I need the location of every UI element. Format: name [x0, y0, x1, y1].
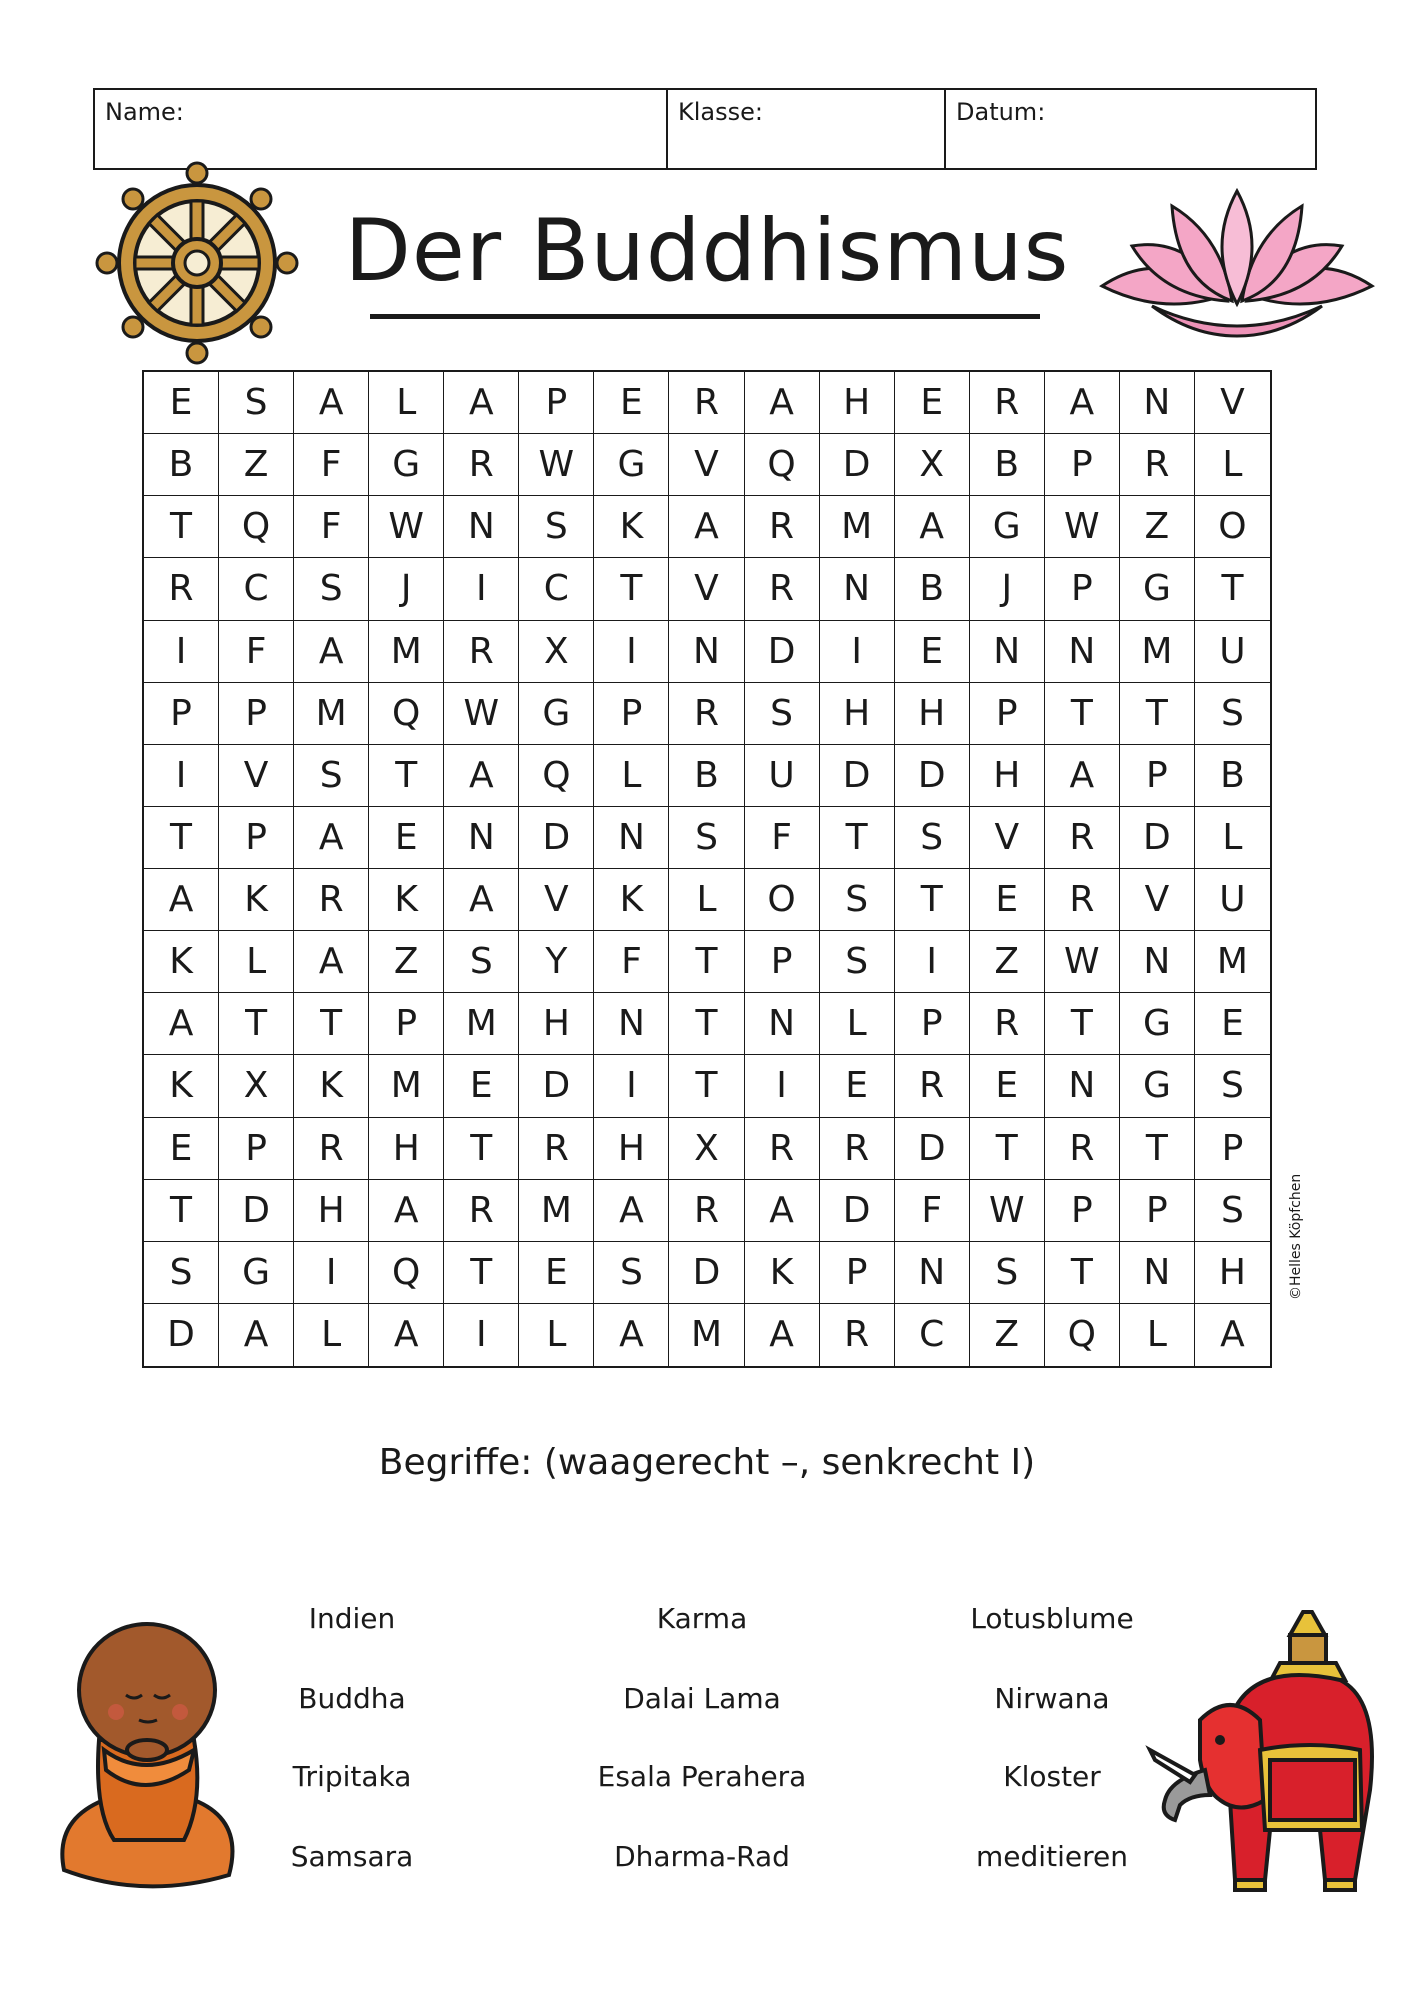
grid-cell[interactable]: B [895, 558, 970, 620]
grid-cell[interactable]: I [294, 1242, 369, 1304]
grid-cell[interactable]: R [745, 1118, 820, 1180]
grid-cell[interactable]: T [1045, 993, 1120, 1055]
grid-cell[interactable]: N [594, 807, 669, 869]
grid-cell[interactable]: Z [1120, 496, 1195, 558]
grid-cell[interactable]: N [444, 807, 519, 869]
grid-cell[interactable]: N [1120, 1242, 1195, 1304]
grid-cell[interactable]: I [594, 621, 669, 683]
terms-heading: Begriffe: (waagerecht –, senkrecht I) [378, 1442, 1036, 1483]
grid-cell[interactable]: P [144, 683, 219, 745]
grid-cell[interactable]: D [895, 1118, 970, 1180]
grid-cell[interactable]: C [519, 558, 594, 620]
grid-cell[interactable]: Z [970, 931, 1045, 993]
grid-cell[interactable]: B [144, 434, 219, 496]
grid-cell[interactable]: P [219, 1118, 294, 1180]
grid-cell[interactable]: E [444, 1055, 519, 1117]
grid-cell[interactable]: G [369, 434, 444, 496]
grid-cell[interactable]: R [820, 1118, 895, 1180]
grid-cell[interactable]: V [1120, 869, 1195, 931]
grid-cell[interactable]: W [519, 434, 594, 496]
grid-cell[interactable]: P [745, 931, 820, 993]
grid-cell[interactable]: W [369, 496, 444, 558]
grid-cell[interactable]: K [219, 869, 294, 931]
grid-cell[interactable]: L [594, 745, 669, 807]
grid-cell[interactable]: F [594, 931, 669, 993]
grid-cell[interactable]: I [144, 621, 219, 683]
grid-cell[interactable]: E [144, 1118, 219, 1180]
grid-cell[interactable]: V [1195, 372, 1270, 434]
grid-cell[interactable]: K [594, 869, 669, 931]
grid-cell[interactable]: R [669, 1180, 744, 1242]
grid-cell[interactable]: T [1045, 1242, 1120, 1304]
grid-cell[interactable]: X [895, 434, 970, 496]
grid-cell[interactable]: E [895, 372, 970, 434]
grid-cell[interactable]: N [1045, 621, 1120, 683]
grid-cell[interactable]: T [1120, 1118, 1195, 1180]
grid-cell[interactable]: S [444, 931, 519, 993]
grid-cell[interactable]: R [1045, 1118, 1120, 1180]
grid-cell[interactable]: L [820, 993, 895, 1055]
grid-cell[interactable]: T [594, 558, 669, 620]
term-item: Dharma-Rad [614, 1840, 790, 1873]
lotus-flower-icon [1092, 186, 1382, 356]
grid-cell[interactable]: S [294, 558, 369, 620]
grid-cell[interactable]: X [219, 1055, 294, 1117]
grid-cell[interactable]: A [294, 807, 369, 869]
grid-cell[interactable]: C [219, 558, 294, 620]
grid-cell[interactable]: P [219, 683, 294, 745]
grid-cell[interactable]: A [594, 1304, 669, 1366]
grid-cell[interactable]: T [144, 1180, 219, 1242]
grid-cell[interactable]: B [1195, 745, 1270, 807]
grid-cell[interactable]: M [369, 621, 444, 683]
grid-cell[interactable]: A [895, 496, 970, 558]
grid-cell[interactable]: L [1195, 434, 1270, 496]
grid-cell[interactable]: P [1045, 434, 1120, 496]
grid-cell[interactable]: I [820, 621, 895, 683]
grid-cell[interactable]: V [669, 434, 744, 496]
grid-cell[interactable]: V [669, 558, 744, 620]
grid-cell[interactable]: M [1195, 931, 1270, 993]
grid-cell[interactable]: A [745, 1180, 820, 1242]
grid-cell[interactable]: R [294, 1118, 369, 1180]
grid-cell[interactable]: N [820, 558, 895, 620]
grid-cell[interactable]: W [1045, 496, 1120, 558]
grid-cell[interactable]: I [144, 745, 219, 807]
grid-cell[interactable]: Q [369, 1242, 444, 1304]
grid-cell[interactable]: A [1220, 1314, 1245, 1356]
grid-cell[interactable]: G [594, 434, 669, 496]
grid-cell[interactable]: D [820, 434, 895, 496]
grid-cell[interactable]: J [369, 558, 444, 620]
grid-cell[interactable]: G [1120, 1055, 1195, 1117]
grid-cell[interactable]: A [294, 621, 369, 683]
grid-cell[interactable]: W [1045, 931, 1120, 993]
grid-cell[interactable]: D [669, 1242, 744, 1304]
grid-cell[interactable]: T [1120, 683, 1195, 745]
grid-cell[interactable]: W [970, 1180, 1045, 1242]
grid-cell[interactable]: I [745, 1055, 820, 1117]
grid-cell[interactable]: S [219, 372, 294, 434]
term-item: Buddha [298, 1682, 406, 1715]
grid-cell[interactable]: K [745, 1242, 820, 1304]
grid-cell[interactable]: P [1120, 745, 1195, 807]
grid-cell[interactable]: P [219, 807, 294, 869]
grid-cell[interactable]: N [1120, 931, 1195, 993]
grid-cell[interactable]: U [1195, 621, 1270, 683]
grid-cell[interactable]: A [745, 372, 820, 434]
grid-cell[interactable]: L [1195, 807, 1270, 869]
grid-cell[interactable]: S [519, 496, 594, 558]
grid-cell[interactable]: I [444, 1304, 519, 1366]
grid-cell[interactable]: T [669, 1055, 744, 1117]
grid-cell[interactable]: U [1195, 869, 1270, 931]
grid-cell[interactable]: A [444, 745, 519, 807]
grid-cell[interactable]: P [1045, 558, 1120, 620]
grid-cell[interactable]: D [895, 745, 970, 807]
term-item: Esala Perahera [597, 1760, 807, 1793]
grid-cell[interactable]: D [219, 1180, 294, 1242]
grid-cell[interactable]: P [1195, 1118, 1270, 1180]
grid-cell[interactable]: M [1120, 621, 1195, 683]
grid-cell[interactable]: T [444, 1118, 519, 1180]
grid-cell[interactable]: T [970, 1118, 1045, 1180]
grid-cell[interactable]: L [519, 1304, 594, 1366]
grid-cell[interactable]: P [1045, 1180, 1120, 1242]
grid-cell[interactable]: G [970, 496, 1045, 558]
grid-cell[interactable]: B [970, 434, 1045, 496]
grid-cell[interactable]: S [144, 1242, 219, 1304]
grid-cell[interactable]: R [820, 1304, 895, 1366]
grid-cell[interactable]: D [745, 621, 820, 683]
term-item: Lotusblume [970, 1602, 1134, 1635]
grid-cell[interactable]: V [219, 745, 294, 807]
grid-cell[interactable]: S [745, 683, 820, 745]
grid-cell[interactable]: S [1195, 683, 1270, 745]
grid-cell[interactable]: E [144, 372, 219, 434]
grid-cell[interactable]: N [669, 621, 744, 683]
grid-cell[interactable]: M [444, 993, 519, 1055]
grid-cell[interactable]: R [444, 1180, 519, 1242]
term-item: Tripitaka [292, 1760, 412, 1793]
grid-cell[interactable]: T [895, 869, 970, 931]
grid-cell[interactable]: T [820, 807, 895, 869]
grid-cell[interactable]: F [895, 1180, 970, 1242]
grid-cell[interactable]: N [594, 993, 669, 1055]
page-title: Der Buddhismus [344, 201, 1070, 301]
grid-cell[interactable]: A [444, 869, 519, 931]
grid-cell[interactable]: T [144, 807, 219, 869]
grid-cell[interactable]: G [519, 683, 594, 745]
word-search-grid [142, 370, 1272, 1368]
grid-cell[interactable]: T [1195, 558, 1270, 620]
grid-cell[interactable]: L [294, 1304, 369, 1366]
grid-cell[interactable]: H [594, 1118, 669, 1180]
date-field[interactable] [944, 90, 1315, 168]
grid-cell[interactable]: R [970, 993, 1045, 1055]
grid-cell[interactable]: E [970, 869, 1045, 931]
grid-cell[interactable]: Q [745, 434, 820, 496]
grid-cell[interactable]: H [820, 372, 895, 434]
grid-cell[interactable]: P [369, 993, 444, 1055]
grid-cell[interactable]: S [1195, 1055, 1270, 1117]
grid-cell[interactable]: R [444, 621, 519, 683]
grid-cell[interactable]: S [970, 1242, 1045, 1304]
grid-cell[interactable]: T [444, 1242, 519, 1304]
grid-cell[interactable]: Q [519, 745, 594, 807]
grid-cell[interactable]: F [294, 496, 369, 558]
grid-cell[interactable]: M [669, 1304, 744, 1366]
grid-cell[interactable]: R [519, 1118, 594, 1180]
grid-cell[interactable]: F [745, 807, 820, 869]
grid-cell[interactable]: Q [1045, 1304, 1120, 1366]
grid-cell[interactable]: P [820, 1242, 895, 1304]
grid-cell[interactable]: G [1120, 993, 1195, 1055]
grid-cell[interactable]: S [294, 745, 369, 807]
grid-cell[interactable]: A [144, 993, 219, 1055]
grid-cell[interactable]: U [745, 745, 820, 807]
grid-cell[interactable]: M [820, 496, 895, 558]
term-item: Samsara [290, 1840, 414, 1873]
grid-cell[interactable]: E [519, 1242, 594, 1304]
grid-cell[interactable]: E [820, 1055, 895, 1117]
grid-cell[interactable]: T [1045, 683, 1120, 745]
grid-cell[interactable]: X [669, 1118, 744, 1180]
grid-cell[interactable]: S [820, 869, 895, 931]
grid-cell[interactable]: Z [369, 931, 444, 993]
grid-cell[interactable]: D [1120, 807, 1195, 869]
grid-cell[interactable]: E [895, 621, 970, 683]
grid-cell[interactable]: D [820, 1180, 895, 1242]
grid-cell[interactable]: H [519, 993, 594, 1055]
name-field[interactable] [95, 90, 666, 168]
grid-cell[interactable]: R [1045, 807, 1120, 869]
grid-cell[interactable]: X [519, 621, 594, 683]
grid-cell[interactable]: H [970, 745, 1045, 807]
grid-cell[interactable]: H [369, 1118, 444, 1180]
grid-cell[interactable]: P [1120, 1180, 1195, 1242]
grid-cell[interactable]: A [444, 372, 519, 434]
grid-cell[interactable]: O [745, 869, 820, 931]
grid-cell[interactable]: N [745, 993, 820, 1055]
grid-cell[interactable]: F [294, 434, 369, 496]
grid-cell[interactable]: K [144, 931, 219, 993]
grid-cell[interactable]: M [519, 1180, 594, 1242]
title-underline [370, 314, 1040, 319]
grid-cell[interactable]: H [1195, 1242, 1270, 1304]
term-item: Kloster [1003, 1760, 1101, 1793]
grid-cell[interactable]: A [294, 372, 369, 434]
grid-cell[interactable]: N [970, 621, 1045, 683]
grid-cell[interactable]: T [294, 993, 369, 1055]
grid-cell[interactable]: H [895, 683, 970, 745]
monk-icon [44, 1600, 244, 1910]
grid-cell[interactable]: A [1045, 372, 1120, 434]
grid-cell[interactable]: S [1195, 1180, 1270, 1242]
grid-cell[interactable]: A [745, 1304, 820, 1366]
grid-cell[interactable]: L [1120, 1304, 1195, 1366]
grid-cell[interactable]: E [594, 372, 669, 434]
grid-cell[interactable]: Q [219, 496, 294, 558]
grid-cell[interactable]: R [745, 496, 820, 558]
grid-cell[interactable]: N [1120, 372, 1195, 434]
grid-cell[interactable]: V [970, 807, 1045, 869]
grid-cell[interactable]: L [219, 931, 294, 993]
copyright-note: ©Helles Köpfchen [1288, 1173, 1304, 1300]
class-field[interactable] [666, 90, 944, 168]
grid-cell[interactable]: P [970, 683, 1045, 745]
grid-cell[interactable]: Z [219, 434, 294, 496]
grid-cell[interactable]: P [519, 372, 594, 434]
grid-cell[interactable]: E [970, 1055, 1045, 1117]
term-item: meditieren [976, 1840, 1128, 1873]
grid-cell[interactable]: R [294, 869, 369, 931]
grid-cell[interactable]: R [444, 434, 519, 496]
grid-cell[interactable]: H [820, 683, 895, 745]
grid-cell[interactable]: N [895, 1242, 970, 1304]
grid-cell[interactable]: M [369, 1055, 444, 1117]
grid-cell[interactable]: W [444, 683, 519, 745]
grid-cell[interactable]: R [1045, 869, 1120, 931]
grid-cell[interactable]: E [1195, 993, 1270, 1055]
grid-cell[interactable]: A [144, 869, 219, 931]
grid-cell[interactable]: R [669, 372, 744, 434]
grid-cell[interactable]: K [144, 1055, 219, 1117]
grid-cell[interactable]: K [294, 1055, 369, 1117]
grid-cell[interactable]: D [144, 1304, 219, 1366]
grid-cell[interactable]: P [895, 993, 970, 1055]
term-item: Indien [308, 1602, 396, 1635]
grid-cell[interactable]: N [444, 496, 519, 558]
grid-cell[interactable]: A [669, 496, 744, 558]
grid-cell[interactable]: N [1045, 1055, 1120, 1117]
grid-cell[interactable]: J [970, 558, 1045, 620]
grid-cell[interactable]: L [369, 372, 444, 434]
grid-cell[interactable]: R [1120, 434, 1195, 496]
grid-cell[interactable]: A [369, 1180, 444, 1242]
grid-cell[interactable]: I [444, 558, 519, 620]
grid-cell[interactable]: T [669, 993, 744, 1055]
grid-cell[interactable]: R [669, 683, 744, 745]
grid-cell[interactable]: D [519, 1055, 594, 1117]
grid-cell[interactable]: T [144, 496, 219, 558]
grid-cell[interactable]: C [895, 1304, 970, 1366]
grid-cell[interactable]: R [144, 558, 219, 620]
grid-cell[interactable]: M [294, 683, 369, 745]
grid-cell[interactable]: V [519, 869, 594, 931]
grid-cell[interactable]: S [895, 807, 970, 869]
term-item: Dalai Lama [623, 1682, 781, 1715]
grid-cell[interactable]: G [219, 1242, 294, 1304]
grid-cell[interactable]: B [669, 745, 744, 807]
grid-cell[interactable]: Z [970, 1304, 1045, 1366]
grid-cell[interactable]: D [820, 745, 895, 807]
grid-cell[interactable]: Q [369, 683, 444, 745]
grid-cell[interactable]: A [594, 1180, 669, 1242]
grid-cell[interactable]: A [1045, 745, 1120, 807]
grid-cell[interactable]: K [594, 496, 669, 558]
grid-cell[interactable]: D [519, 807, 594, 869]
elephant-icon [1140, 1600, 1390, 1900]
grid-cell[interactable]: T [219, 993, 294, 1055]
class-label: Klasse: [678, 98, 763, 126]
grid-cell[interactable]: T [669, 931, 744, 993]
grid-cell[interactable]: R [895, 1055, 970, 1117]
grid-cell[interactable]: I [594, 1055, 669, 1117]
grid-cell[interactable]: H [294, 1180, 369, 1242]
grid-cell[interactable]: P [594, 683, 669, 745]
grid-cell[interactable]: Y [519, 931, 594, 993]
grid-cell[interactable]: O [1195, 496, 1270, 558]
grid-cell[interactable]: K [369, 869, 444, 931]
grid-cell[interactable]: A [294, 931, 369, 993]
date-label: Datum: [956, 98, 1046, 126]
term-item: Karma [656, 1602, 748, 1635]
grid-cell[interactable]: A [369, 1304, 444, 1366]
grid-cell[interactable]: A [219, 1304, 294, 1366]
name-label: Name: [105, 98, 184, 126]
grid-cell[interactable]: E [369, 807, 444, 869]
term-item: Nirwana [994, 1682, 1110, 1715]
grid-cell[interactable]: T [369, 745, 444, 807]
grid-cell[interactable]: S [594, 1242, 669, 1304]
grid-cell[interactable]: I [895, 931, 970, 993]
grid-cell[interactable]: R [970, 372, 1045, 434]
grid-cell[interactable]: R [745, 558, 820, 620]
grid-cell[interactable]: S [820, 931, 895, 993]
grid-cell[interactable]: L [669, 869, 744, 931]
grid-cell[interactable]: F [219, 621, 294, 683]
grid-cell[interactable]: S [669, 807, 744, 869]
grid-cell[interactable]: G [1120, 558, 1195, 620]
